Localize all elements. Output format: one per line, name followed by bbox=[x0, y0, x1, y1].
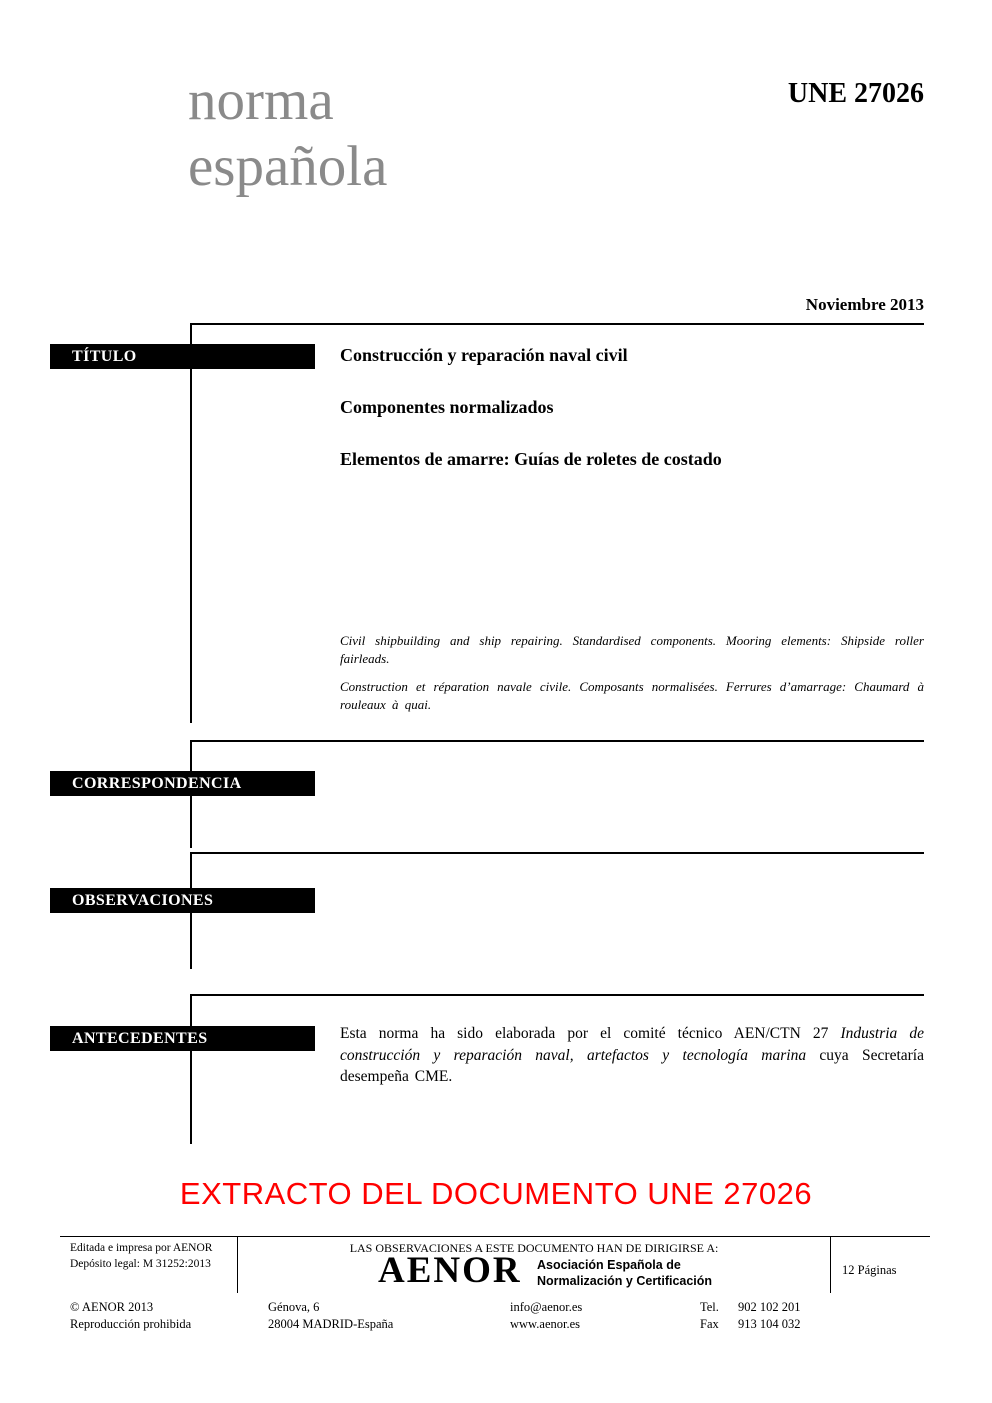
antecedentes-text bbox=[340, 1023, 924, 1088]
antecedentes-rule bbox=[190, 994, 924, 996]
section-label-titulo: TÍTULO bbox=[50, 344, 315, 369]
copyright-line: © AENOR 2013 bbox=[70, 1300, 154, 1314]
website-text: www.aenor.es bbox=[510, 1317, 581, 1331]
publication-date: Noviembre 2013 bbox=[805, 295, 924, 314]
footer-telfax bbox=[700, 1299, 801, 1333]
title-line-3: Elementos de amarre: Guías de roletes de costado bbox=[340, 449, 722, 469]
page-count: 12 Páginas bbox=[842, 1263, 897, 1277]
reproduction-line: Reproducción prohibida bbox=[70, 1317, 192, 1331]
titulo-vertical-rule bbox=[190, 323, 192, 723]
abstract-english: Civil shipbuilding and ship repairing. Standardised components. Mooring elements: Shipside roller fairleads. bbox=[340, 633, 924, 666]
title-line-2: Componentes normalizados bbox=[340, 397, 554, 417]
footer-observations-notice: LAS OBSERVACIONES A ESTE DOCUMENTO HAN DE DIRIGIRSE A: bbox=[349, 1241, 719, 1255]
tel-label: Tel. bbox=[700, 1300, 719, 1314]
brand-line-1: norma bbox=[188, 69, 334, 132]
fax-row bbox=[700, 1316, 801, 1333]
aenor-wordmark: AENOR bbox=[378, 1250, 522, 1291]
aenor-description-line-1: Asociación Española de bbox=[537, 1258, 681, 1272]
doc-code: UNE 27026 bbox=[787, 78, 924, 109]
tel-number: 902 102 201 bbox=[738, 1300, 801, 1314]
antecedentes-text-after: cuya Secretaría desempeña CME. bbox=[340, 1046, 924, 1085]
address-line-2: 28004 MADRID-España bbox=[268, 1317, 394, 1331]
aenor-description bbox=[537, 1258, 712, 1289]
fax-label: Fax bbox=[700, 1317, 719, 1331]
footer-rule bbox=[60, 1236, 930, 1237]
footer-divider-right bbox=[830, 1236, 831, 1293]
title-line-1: Construcción y reparación naval civil bbox=[340, 345, 628, 365]
address-line-1: Génova, 6 bbox=[268, 1300, 320, 1314]
aenor-description-line-2: Normalización y Certificación bbox=[537, 1273, 713, 1288]
section-label-observaciones: OBSERVACIONES bbox=[50, 888, 315, 913]
footer-copyright bbox=[70, 1299, 191, 1333]
extracto-heading: EXTRACTO DEL DOCUMENTO UNE 27026 bbox=[179, 1176, 813, 1211]
antecedentes-text-italic: Industria de construcción y reparación naval, artefactos y tecnología marina bbox=[340, 1025, 925, 1064]
correspondencia-rule bbox=[190, 740, 924, 742]
footer-contact-online bbox=[510, 1299, 582, 1333]
fax-number: 913 104 032 bbox=[738, 1317, 801, 1331]
email-text: info@aenor.es bbox=[510, 1300, 583, 1314]
footer-published bbox=[70, 1241, 212, 1272]
abstract-french: Construction et réparation navale civile. Composants normalisées. Ferrures d’amarrage: Chaumard à rouleaux à quai. bbox=[340, 679, 924, 712]
section-label-antecedentes: ANTECEDENTES bbox=[50, 1026, 315, 1051]
footer-deposito-legal: Depósito legal: M 31252:2013 bbox=[70, 1257, 211, 1270]
header-rule bbox=[190, 323, 924, 325]
footer-address bbox=[268, 1299, 393, 1333]
footer-published-line-1: Editada e impresa por AENOR bbox=[70, 1242, 213, 1254]
tel-row bbox=[700, 1299, 801, 1316]
observaciones-rule bbox=[190, 852, 924, 854]
section-label-correspondencia: CORRESPONDENCIA bbox=[50, 771, 315, 796]
norma-espanola-logo bbox=[188, 68, 387, 200]
antecedentes-text-before: Esta norma ha sido elaborada por el comité técnico AEN/CTN 27 bbox=[340, 1025, 841, 1042]
antecedentes-vertical-rule bbox=[190, 994, 192, 1144]
brand-line-2: española bbox=[188, 135, 388, 198]
